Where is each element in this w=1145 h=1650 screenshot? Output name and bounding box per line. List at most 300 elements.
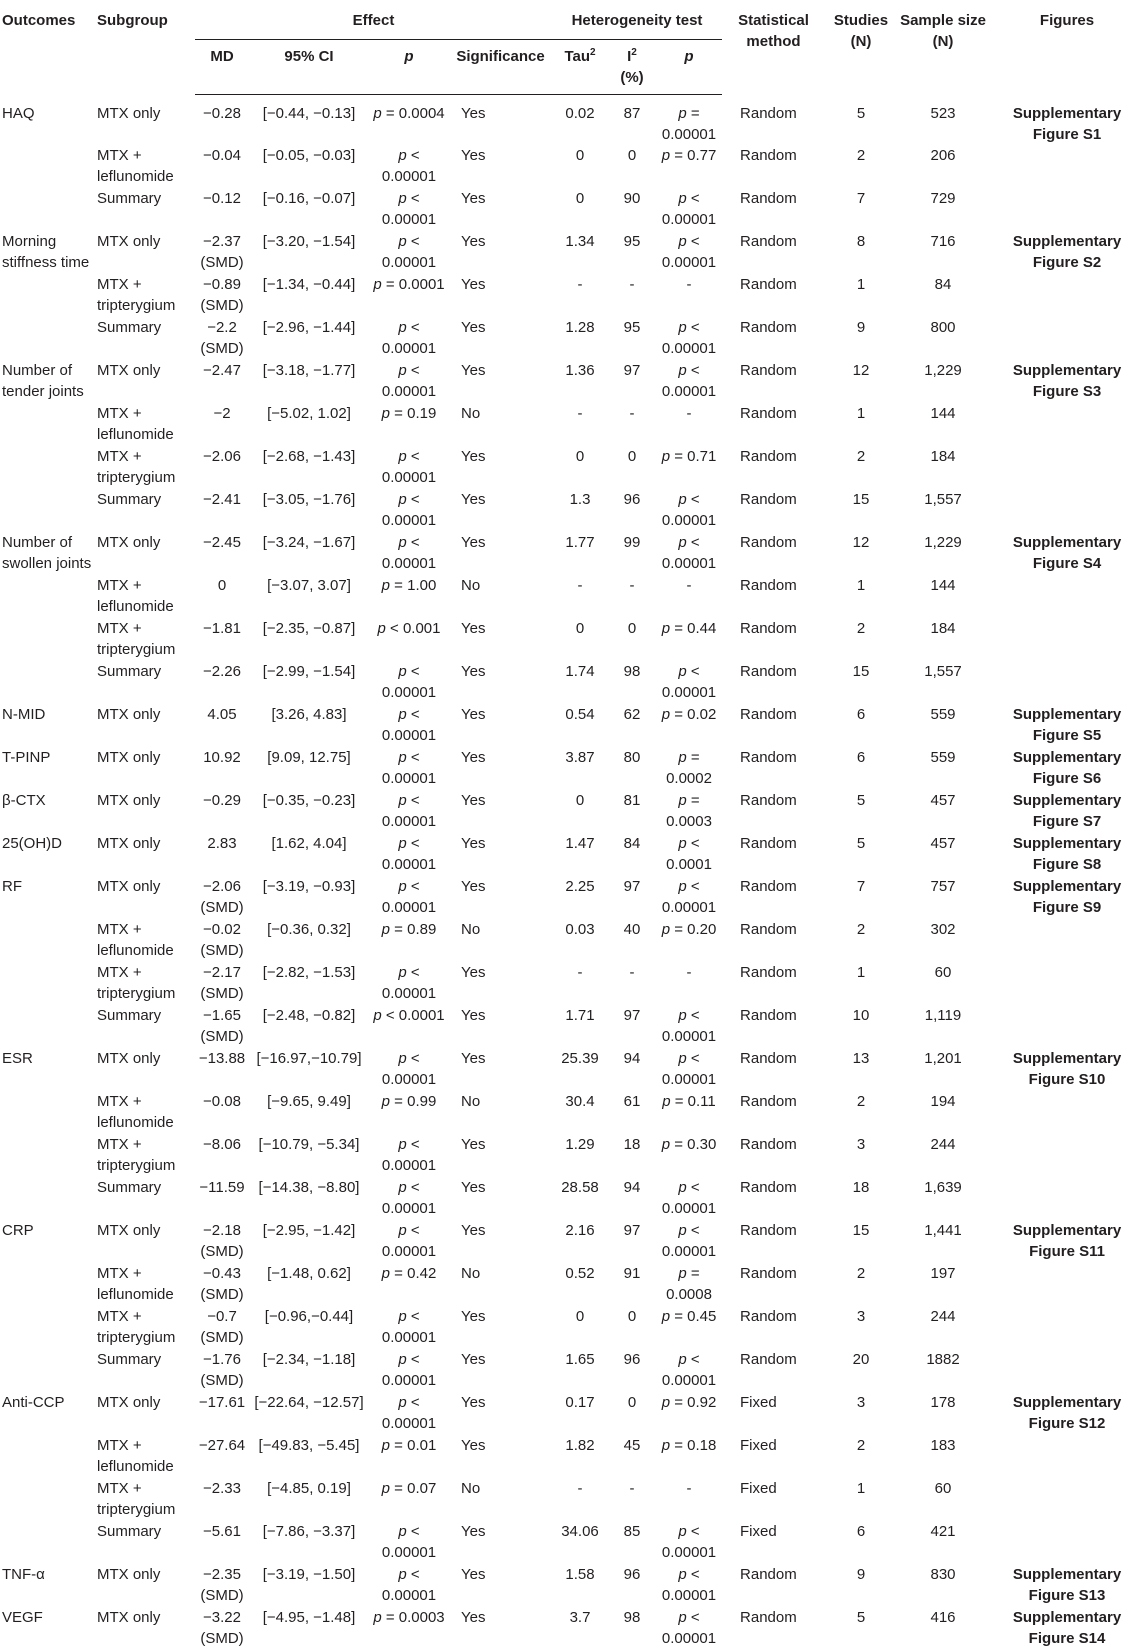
p-value-cell: p < 0.00001 <box>369 833 449 876</box>
p-value-cell: p < 0.00001 <box>369 962 449 1005</box>
method-cell: Random <box>722 1005 825 1048</box>
studies-cell: 3 <box>825 1306 897 1349</box>
i2-cell: 18 <box>608 1134 656 1177</box>
heterogeneity-p-cell: p = 0.0008 <box>656 1263 722 1306</box>
subgroup-cell: MTX + leflunomide <box>95 1263 195 1306</box>
ci-cell: [−3.24, −1.67] <box>249 532 369 575</box>
p-value-cell: p < 0.00001 <box>369 489 449 532</box>
heterogeneity-p-cell: - <box>656 403 722 446</box>
outcome-cell: Morning stiffness time <box>0 231 95 274</box>
outcome-cell <box>0 1005 95 1048</box>
md-cell: −2.2 (SMD) <box>195 317 249 360</box>
heterogeneity-p-cell: p < 0.00001 <box>656 1564 722 1607</box>
md-cell: −0.89 (SMD) <box>195 274 249 317</box>
sample-size-cell: 457 <box>897 790 989 833</box>
heterogeneity-p-cell: - <box>656 1478 722 1521</box>
ci-cell: [−0.36, 0.32] <box>249 919 369 962</box>
subgroup-cell: MTX only <box>95 876 195 919</box>
i2-cell: 97 <box>608 1005 656 1048</box>
heterogeneity-p-cell: - <box>656 575 722 618</box>
md-cell: −1.76 (SMD) <box>195 1349 249 1392</box>
tau2-cell: 1.65 <box>552 1349 608 1392</box>
figure-cell <box>989 317 1145 360</box>
table-row <box>0 1392 1145 1435</box>
tau2-cell: 0.17 <box>552 1392 608 1435</box>
p-value-cell: p = 0.0001 <box>369 274 449 317</box>
ci-cell: [−2.96, −1.44] <box>249 317 369 360</box>
table-row <box>0 919 1145 962</box>
ci-cell: [3.26, 4.83] <box>249 704 369 747</box>
method-cell: Random <box>722 1564 825 1607</box>
studies-cell: 9 <box>825 1564 897 1607</box>
outcome-cell <box>0 188 95 231</box>
outcome-cell: Anti-CCP <box>0 1392 95 1435</box>
md-cell: −2.37 (SMD) <box>195 231 249 274</box>
method-cell: Random <box>722 145 825 188</box>
heterogeneity-p-cell: p < 0.00001 <box>656 1607 722 1650</box>
sample-size-cell: 416 <box>897 1607 989 1650</box>
md-cell: −1.65 (SMD) <box>195 1005 249 1048</box>
significance-cell: No <box>449 575 552 618</box>
i2-cell: - <box>608 274 656 317</box>
significance-cell: Yes <box>449 962 552 1005</box>
subgroup-cell: MTX only <box>95 360 195 403</box>
figure-cell <box>989 403 1145 446</box>
ci-cell: [−3.20, −1.54] <box>249 231 369 274</box>
outcome-cell: N-MID <box>0 704 95 747</box>
method-cell: Fixed <box>722 1435 825 1478</box>
outcome-cell <box>0 1263 95 1306</box>
significance-cell: Yes <box>449 747 552 790</box>
figure-cell: Supplementary Figure S10 <box>989 1048 1145 1091</box>
sample-size-cell: 457 <box>897 833 989 876</box>
table-row <box>0 1349 1145 1392</box>
table-row <box>0 962 1145 1005</box>
studies-cell: 7 <box>825 876 897 919</box>
sample-size-cell: 1,639 <box>897 1177 989 1220</box>
subgroup-cell: MTX only <box>95 704 195 747</box>
subgroup-cell: Summary <box>95 489 195 532</box>
subgroup-cell: Summary <box>95 188 195 231</box>
outcome-cell <box>0 1177 95 1220</box>
table-row <box>0 1177 1145 1220</box>
tau2-cell: 0 <box>552 618 608 661</box>
table-row <box>0 145 1145 188</box>
studies-cell: 5 <box>825 95 897 146</box>
significance-cell: No <box>449 1478 552 1521</box>
heterogeneity-p-cell: p = 0.44 <box>656 618 722 661</box>
ci-cell: [−49.83, −5.45] <box>249 1435 369 1478</box>
header-studies: Studies (N) <box>825 4 897 95</box>
figure-cell: Supplementary Figure S5 <box>989 704 1145 747</box>
tau2-cell: 0 <box>552 145 608 188</box>
sample-size-cell: 144 <box>897 575 989 618</box>
method-cell: Random <box>722 489 825 532</box>
ci-cell: [−4.85, 0.19] <box>249 1478 369 1521</box>
md-cell: −2.06 <box>195 446 249 489</box>
ci-cell: [−2.82, −1.53] <box>249 962 369 1005</box>
sample-size-cell: 830 <box>897 1564 989 1607</box>
header-ci: 95% CI <box>249 40 369 95</box>
heterogeneity-p-cell: p < 0.00001 <box>656 1048 722 1091</box>
header-subgroup: Subgroup <box>95 4 195 95</box>
method-cell: Random <box>722 833 825 876</box>
method-cell: Random <box>722 1048 825 1091</box>
i2-cell: 0 <box>608 145 656 188</box>
studies-cell: 1 <box>825 962 897 1005</box>
i2-cell: 85 <box>608 1521 656 1564</box>
outcome-cell: VEGF <box>0 1607 95 1650</box>
method-cell: Random <box>722 1091 825 1134</box>
header-heterogeneity: Heterogeneity test <box>552 4 722 40</box>
header-p: p <box>369 40 449 95</box>
md-cell: −13.88 <box>195 1048 249 1091</box>
heterogeneity-p-cell: p = 0.92 <box>656 1392 722 1435</box>
method-cell: Random <box>722 575 825 618</box>
method-cell: Random <box>722 618 825 661</box>
sample-size-cell: 302 <box>897 919 989 962</box>
method-cell: Random <box>722 274 825 317</box>
figure-cell: Supplementary Figure S8 <box>989 833 1145 876</box>
heterogeneity-p-cell: p = 0.0002 <box>656 747 722 790</box>
studies-cell: 5 <box>825 1607 897 1650</box>
md-cell: −17.61 <box>195 1392 249 1435</box>
method-cell: Fixed <box>722 1392 825 1435</box>
p-value-cell: p < 0.00001 <box>369 1220 449 1263</box>
tau2-cell: 34.06 <box>552 1521 608 1564</box>
md-cell: −2.41 <box>195 489 249 532</box>
subgroup-cell: Summary <box>95 661 195 704</box>
p-value-cell: p < 0.00001 <box>369 1564 449 1607</box>
figure-cell <box>989 1091 1145 1134</box>
subgroup-cell: MTX + leflunomide <box>95 919 195 962</box>
md-cell: −0.04 <box>195 145 249 188</box>
p-value-cell: p = 0.19 <box>369 403 449 446</box>
table-row <box>0 188 1145 231</box>
figure-cell <box>989 1177 1145 1220</box>
heterogeneity-p-cell: - <box>656 962 722 1005</box>
heterogeneity-p-cell: p < 0.00001 <box>656 360 722 403</box>
p-value-cell: p < 0.0001 <box>369 1005 449 1048</box>
outcome-cell <box>0 403 95 446</box>
studies-cell: 15 <box>825 1220 897 1263</box>
studies-cell: 1 <box>825 403 897 446</box>
tau2-cell: 3.7 <box>552 1607 608 1650</box>
sample-size-cell: 206 <box>897 145 989 188</box>
studies-cell: 8 <box>825 231 897 274</box>
i2-cell: 94 <box>608 1177 656 1220</box>
md-cell: −0.7 (SMD) <box>195 1306 249 1349</box>
tau2-cell: 1.36 <box>552 360 608 403</box>
ci-cell: [−0.05, −0.03] <box>249 145 369 188</box>
figure-cell <box>989 575 1145 618</box>
significance-cell: Yes <box>449 1564 552 1607</box>
i2-cell: 94 <box>608 1048 656 1091</box>
significance-cell: Yes <box>449 833 552 876</box>
tau2-cell: 0 <box>552 1306 608 1349</box>
sample-size-cell: 1,229 <box>897 532 989 575</box>
sample-size-cell: 1,441 <box>897 1220 989 1263</box>
table-row <box>0 1005 1145 1048</box>
studies-cell: 1 <box>825 575 897 618</box>
subgroup-cell: MTX + tripterygium <box>95 274 195 317</box>
p-value-cell: p < 0.00001 <box>369 747 449 790</box>
heterogeneity-p-cell: p = 0.0003 <box>656 790 722 833</box>
figure-cell <box>989 661 1145 704</box>
i2-cell: 96 <box>608 489 656 532</box>
p-value-cell: p < 0.00001 <box>369 188 449 231</box>
p-value-cell: p = 0.07 <box>369 1478 449 1521</box>
heterogeneity-p-cell: p < 0.00001 <box>656 876 722 919</box>
sample-size-cell: 1882 <box>897 1349 989 1392</box>
studies-cell: 2 <box>825 618 897 661</box>
p-value-cell: p = 0.99 <box>369 1091 449 1134</box>
figure-cell <box>989 1005 1145 1048</box>
table-row <box>0 446 1145 489</box>
header-method: Statistical method <box>722 4 825 95</box>
figure-cell <box>989 188 1145 231</box>
table-row <box>0 317 1145 360</box>
method-cell: Random <box>722 231 825 274</box>
sample-size-cell: 183 <box>897 1435 989 1478</box>
figure-cell: Supplementary Figure S12 <box>989 1392 1145 1435</box>
significance-cell: Yes <box>449 1607 552 1650</box>
significance-cell: Yes <box>449 532 552 575</box>
table-row <box>0 95 1145 146</box>
i2-cell: 45 <box>608 1435 656 1478</box>
subgroup-cell: MTX + leflunomide <box>95 1435 195 1478</box>
i2-cell: 81 <box>608 790 656 833</box>
i2-cell: 0 <box>608 618 656 661</box>
outcome-cell: CRP <box>0 1220 95 1263</box>
outcome-cell <box>0 618 95 661</box>
method-cell: Random <box>722 876 825 919</box>
method-cell: Random <box>722 1349 825 1392</box>
ci-cell: [−3.18, −1.77] <box>249 360 369 403</box>
p-value-cell: p < 0.00001 <box>369 1521 449 1564</box>
ci-cell: [−22.64, −12.57] <box>249 1392 369 1435</box>
studies-cell: 20 <box>825 1349 897 1392</box>
md-cell: −8.06 <box>195 1134 249 1177</box>
studies-cell: 12 <box>825 532 897 575</box>
table-row <box>0 575 1145 618</box>
outcome-cell <box>0 962 95 1005</box>
table-row <box>0 231 1145 274</box>
tau2-cell: 1.82 <box>552 1435 608 1478</box>
tau2-cell: - <box>552 274 608 317</box>
p-value-cell: p < 0.00001 <box>369 661 449 704</box>
p-value-cell: p = 0.0004 <box>369 95 449 146</box>
p-value-cell: p = 1.00 <box>369 575 449 618</box>
outcome-cell: β-CTX <box>0 790 95 833</box>
studies-cell: 1 <box>825 1478 897 1521</box>
figure-cell <box>989 1478 1145 1521</box>
ci-cell: [−7.86, −3.37] <box>249 1521 369 1564</box>
i2-cell: 90 <box>608 188 656 231</box>
method-cell: Random <box>722 446 825 489</box>
subgroup-cell: Summary <box>95 1177 195 1220</box>
p-value-cell: p < 0.00001 <box>369 231 449 274</box>
tau2-cell: - <box>552 962 608 1005</box>
p-value-cell: p = 0.01 <box>369 1435 449 1478</box>
method-cell: Random <box>722 403 825 446</box>
ci-cell: [9.09, 12.75] <box>249 747 369 790</box>
md-cell: −2.17 (SMD) <box>195 962 249 1005</box>
method-cell: Random <box>722 747 825 790</box>
table-body <box>0 95 1145 1650</box>
studies-cell: 13 <box>825 1048 897 1091</box>
i2-cell: 40 <box>608 919 656 962</box>
significance-cell: Yes <box>449 1134 552 1177</box>
significance-cell: Yes <box>449 317 552 360</box>
p-value-cell: p = 0.89 <box>369 919 449 962</box>
i2-cell: 95 <box>608 231 656 274</box>
significance-cell: Yes <box>449 1306 552 1349</box>
header-outcomes: Outcomes <box>0 4 95 95</box>
i2-cell: 80 <box>608 747 656 790</box>
table-row <box>0 403 1145 446</box>
significance-cell: Yes <box>449 231 552 274</box>
sample-size-cell: 184 <box>897 446 989 489</box>
figure-cell <box>989 274 1145 317</box>
significance-cell: Yes <box>449 446 552 489</box>
subgroup-cell: MTX only <box>95 532 195 575</box>
tau2-cell: 0.54 <box>552 704 608 747</box>
md-cell: −2.26 <box>195 661 249 704</box>
i2-cell: - <box>608 1478 656 1521</box>
significance-cell: Yes <box>449 188 552 231</box>
tau2-cell: 28.58 <box>552 1177 608 1220</box>
subgroup-cell: MTX only <box>95 1564 195 1607</box>
ci-cell: [−2.48, −0.82] <box>249 1005 369 1048</box>
md-cell: 4.05 <box>195 704 249 747</box>
tau2-cell: 2.16 <box>552 1220 608 1263</box>
header-significance: Significance <box>449 40 552 95</box>
ci-cell: [−16.97,−10.79] <box>249 1048 369 1091</box>
figure-cell <box>989 1134 1145 1177</box>
figure-cell: Supplementary Figure S1 <box>989 95 1145 146</box>
studies-cell: 10 <box>825 1005 897 1048</box>
significance-cell: Yes <box>449 876 552 919</box>
significance-cell: Yes <box>449 1392 552 1435</box>
header-i2: $I^2$ (%) <box>608 40 656 95</box>
outcome-cell: TNF-α <box>0 1564 95 1607</box>
method-cell: Random <box>722 1263 825 1306</box>
p-value-cell: p < 0.00001 <box>369 704 449 747</box>
ci-cell: [−2.35, −0.87] <box>249 618 369 661</box>
sample-size-cell: 1,119 <box>897 1005 989 1048</box>
sample-size-cell: 184 <box>897 618 989 661</box>
heterogeneity-p-cell: p = 0.02 <box>656 704 722 747</box>
studies-cell: 7 <box>825 188 897 231</box>
method-cell: Random <box>722 317 825 360</box>
heterogeneity-p-cell: p < 0.00001 <box>656 1349 722 1392</box>
table-row <box>0 1263 1145 1306</box>
figure-cell: Supplementary Figure S3 <box>989 360 1145 403</box>
ci-cell: [−2.68, −1.43] <box>249 446 369 489</box>
tau2-cell: 1.58 <box>552 1564 608 1607</box>
method-cell: Random <box>722 1177 825 1220</box>
subgroup-cell: MTX only <box>95 231 195 274</box>
studies-cell: 6 <box>825 1521 897 1564</box>
md-cell: −0.12 <box>195 188 249 231</box>
heterogeneity-p-cell: p < 0.00001 <box>656 231 722 274</box>
p-value-cell: p < 0.00001 <box>369 790 449 833</box>
table-row <box>0 532 1145 575</box>
md-cell: −1.81 <box>195 618 249 661</box>
tau2-cell: 1.29 <box>552 1134 608 1177</box>
table-row <box>0 1220 1145 1263</box>
significance-cell: Yes <box>449 1005 552 1048</box>
outcome-cell: 25(OH)D <box>0 833 95 876</box>
md-cell: −0.08 <box>195 1091 249 1134</box>
figure-cell <box>989 145 1145 188</box>
significance-cell: Yes <box>449 1220 552 1263</box>
tau2-cell: - <box>552 575 608 618</box>
header-effect: Effect <box>195 4 552 40</box>
p-value-cell: p < 0.00001 <box>369 1177 449 1220</box>
sample-size-cell: 244 <box>897 1134 989 1177</box>
outcome-cell <box>0 1306 95 1349</box>
significance-cell: Yes <box>449 1435 552 1478</box>
tau2-cell: 1.34 <box>552 231 608 274</box>
method-cell: Random <box>722 919 825 962</box>
md-cell: −3.22 (SMD) <box>195 1607 249 1650</box>
md-cell: 0 <box>195 575 249 618</box>
p-value-cell: p < 0.00001 <box>369 360 449 403</box>
table-row <box>0 1435 1145 1478</box>
figure-cell: Supplementary Figure S11 <box>989 1220 1145 1263</box>
heterogeneity-p-cell: - <box>656 274 722 317</box>
subgroup-cell: MTX + leflunomide <box>95 403 195 446</box>
md-cell: −11.59 <box>195 1177 249 1220</box>
i2-cell: 95 <box>608 317 656 360</box>
ci-cell: [−3.19, −0.93] <box>249 876 369 919</box>
heterogeneity-p-cell: p = 0.77 <box>656 145 722 188</box>
p-value-cell: p = 0.42 <box>369 1263 449 1306</box>
method-cell: Random <box>722 704 825 747</box>
table-row <box>0 1134 1145 1177</box>
figure-cell <box>989 1349 1145 1392</box>
outcome-cell: HAQ <box>0 95 95 146</box>
table-row <box>0 704 1145 747</box>
p-value-cell: p < 0.00001 <box>369 1134 449 1177</box>
heterogeneity-p-cell: p = 0.18 <box>656 1435 722 1478</box>
heterogeneity-p-cell: p = 0.71 <box>656 446 722 489</box>
significance-cell: No <box>449 1263 552 1306</box>
table-row <box>0 1564 1145 1607</box>
subgroup-cell: Summary <box>95 1005 195 1048</box>
p-value-cell: p < 0.00001 <box>369 876 449 919</box>
heterogeneity-p-cell: p < 0.0001 <box>656 833 722 876</box>
md-cell: 2.83 <box>195 833 249 876</box>
tau2-cell: - <box>552 403 608 446</box>
method-cell: Fixed <box>722 1521 825 1564</box>
significance-cell: No <box>449 403 552 446</box>
studies-cell: 2 <box>825 1263 897 1306</box>
header-tau2: Tau$^2$ <box>552 40 608 95</box>
tau2-cell: 1.3 <box>552 489 608 532</box>
studies-cell: 3 <box>825 1392 897 1435</box>
studies-cell: 5 <box>825 790 897 833</box>
ci-cell: [−0.44, −0.13] <box>249 95 369 146</box>
outcome-cell <box>0 446 95 489</box>
outcome-cell <box>0 575 95 618</box>
outcome-cell <box>0 1091 95 1134</box>
i2-cell: 97 <box>608 360 656 403</box>
tau2-cell: 1.74 <box>552 661 608 704</box>
md-cell: −27.64 <box>195 1435 249 1478</box>
